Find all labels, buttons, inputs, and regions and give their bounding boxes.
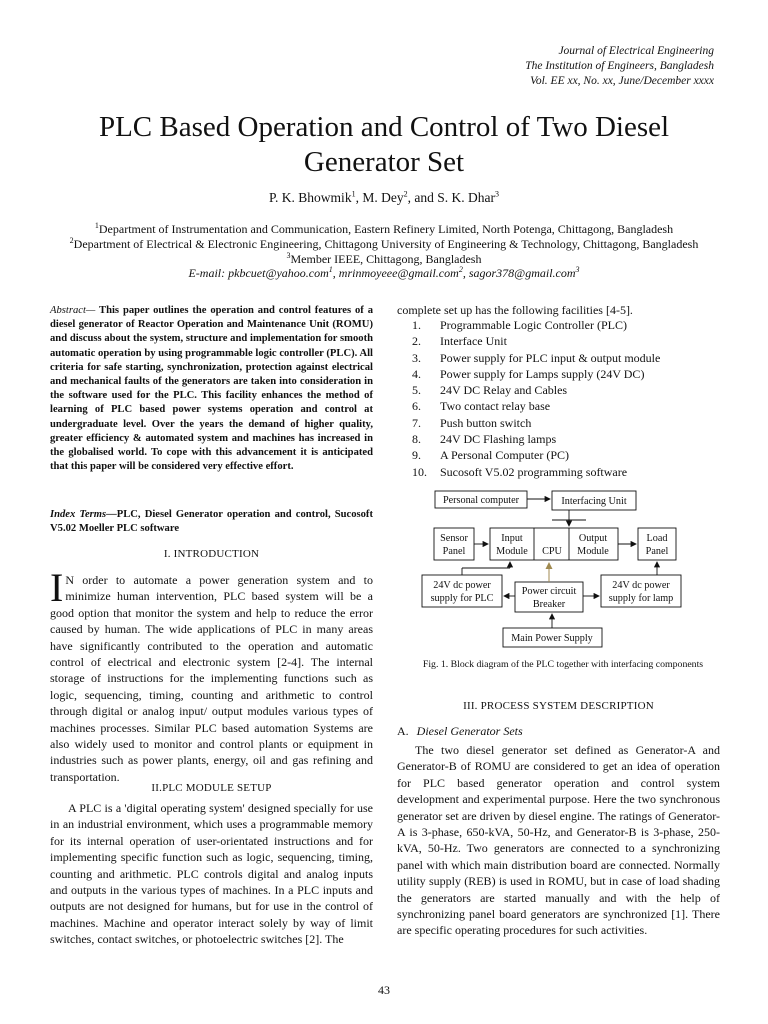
list-item	[412, 366, 712, 382]
abstract-text: This paper outlines the operation and control features of a diesel generator of Reactor Operation and Maintenance Unit (ROMU) and discuss about the system, structure and implementation for smooth automatic operation by using programmable logic controller (PLC). All criteria for safe starting, synchronization, protection against electrical and mechanical faults of the generators are taken into consideration in the software used for the PLC. This facility enhances the method of learning of PLC based power systems operation and control at undergraduate level. Over the years the demand of higher quality, greater efficiency & automated system and machines has increased in the globalised world. To cope with this advancement it is anticipated that this paper will be considered very effective effort.	[50, 305, 373, 473]
list-item-text: Power supply for PLC input & output module	[440, 350, 661, 365]
introduction-text: N order to automate a power generation system and to minimize human intervention, PLC based system will be a good option that monitor the system and help to reduce the error caused by human. The wide applications of PLC in many areas have significantly contributed to the operation and automatic control of electrical and electronic system [2-4]. The internal storage of instructions for the implementing functions such as logic, sequencing, timing, counting and arithmetic to control through digital or analog input/ output modules various types of machines processes. Similar PLC based automation Systems are also widely used to monitor and control plants or equipment in industries such as power plants, energy, oil and gas refining and transportation.	[50, 573, 373, 784]
affiliation-1-sup: 1	[94, 221, 99, 230]
paper-title: PLC Based Operation and Control of Two Diesel Generator Set	[98, 111, 670, 178]
author-1: P. K. Bhowmik	[269, 190, 352, 205]
abstract	[50, 304, 373, 474]
page-number: 43	[378, 983, 390, 997]
diagram-label-input: Input	[501, 533, 523, 544]
list-item	[412, 447, 712, 463]
diesel-generator-body: The two diesel generator set defined as Generator-A and Generator-B of ROMU are considered to get an idea of operation for PLC based generator operation and control system development and experimental purpose. Here the two synchronous generator set are driven by diesel engine. The ratings of Generator-A is 3-phase, 650-kVA, 50-Hz, and Generator-B is 3-phase, 250-kVA, 50-Hz. Two generators are connected to a synchronizing panel with which main distribution board are connected. Normally utility supply (REB) is used in ROMU, but in case of load shading the generators are started manually and with the help of synchronizing panel board generators are synchronized [1]. There are specific operating procedures for such activities.	[397, 743, 720, 938]
affiliation-2-text: Department of Electrical & Electronic Engineering, Chittagong University of Engineering & Technology, Chittagong, Bangladesh	[73, 236, 699, 251]
section-heading-process-system: III. PROCESS SYSTEM DESCRIPTION	[463, 700, 654, 712]
list-item	[412, 317, 712, 333]
list-item-number: 6.	[412, 399, 421, 414]
diagram-label-main-supply: Main Power Supply	[511, 633, 593, 644]
diagram-label-lamp-supply-2: supply for lamp	[608, 593, 674, 604]
list-item-text: 24V DC Flashing lamps	[440, 432, 557, 447]
list-item	[412, 431, 712, 447]
list-item-number: 10.	[412, 464, 427, 479]
drop-cap: I	[50, 565, 64, 610]
email-2-sup: 2	[458, 265, 463, 275]
diagram-label-personal-computer: Personal computer	[442, 495, 520, 506]
plc-setup-continued: complete set up has the following facilities [4-5].	[397, 303, 633, 317]
index-terms-lead: Index Terms	[50, 509, 107, 520]
list-item-number: 1.	[412, 318, 421, 332]
list-item	[412, 415, 712, 431]
introduction-body	[50, 565, 373, 785]
figure-caption: Fig. 1. Block diagram of the PLC together with interfacing components	[422, 659, 704, 670]
author-list	[0, 190, 768, 206]
facilities-list	[412, 317, 712, 480]
list-item-number: 5.	[412, 383, 421, 398]
journal-name: Journal of Electrical Engineering	[558, 45, 714, 57]
list-item-number: 2.	[412, 334, 421, 349]
email-line	[20, 266, 748, 281]
diagram-label-plc-supply: 24V dc power	[433, 580, 491, 591]
index-terms-text: —PLC, Diesel Generator operation and control, Sucosoft V5.02 Moeller PLC software	[50, 509, 373, 535]
abstract-lead: Abstract—	[50, 305, 96, 316]
list-item	[412, 350, 712, 366]
list-item	[412, 382, 712, 398]
journal-volume: Vol. EE xx, No. xx, June/December xxxx	[530, 75, 714, 87]
list-item-text: Programmable Logic Controller (PLC)	[440, 318, 627, 332]
author-1-sup: 1	[351, 189, 356, 199]
diagram-label-sensor: Sensor	[440, 533, 468, 544]
list-item-text: Power supply for Lamps supply (24V DC)	[440, 366, 645, 381]
author-2: , M. Dey	[355, 190, 404, 205]
subsection-label: A.	[397, 724, 409, 738]
list-item-text: Sucosoft V5.02 programming software	[440, 464, 628, 479]
diagram-label-lamp-supply: 24V dc power	[612, 580, 670, 591]
affiliation-1	[20, 222, 748, 237]
diagram-label-sensor-panel: Panel	[442, 546, 466, 557]
list-item-text: A Personal Computer (PC)	[440, 448, 569, 463]
list-item-text: 24V DC Relay and Cables	[440, 383, 568, 398]
diagram-label-input-module: Module	[496, 546, 528, 557]
diagram-label-breaker: Power circuit	[521, 586, 577, 597]
affiliations	[20, 222, 748, 281]
section-heading-introduction: I. INTRODUCTION	[163, 548, 260, 560]
affiliation-3	[20, 252, 748, 267]
email-3: , sagor378@gmail.com	[462, 266, 576, 281]
affiliation-3-sup: 3	[286, 250, 291, 260]
list-item-text: Push button switch	[440, 415, 532, 430]
email-3-sup: 3	[575, 265, 580, 275]
author-3-sup: 3	[494, 189, 499, 199]
section-heading-plc-setup: II.PLC MODULE SETUP	[151, 782, 272, 794]
index-terms	[50, 508, 373, 536]
list-item	[412, 464, 712, 480]
list-item-number: 3.	[412, 350, 421, 365]
diagram-label-plc-supply-2: supply for PLC	[430, 593, 494, 604]
list-item-number: 4.	[412, 366, 421, 381]
diagram-label-load-panel: Panel	[645, 546, 669, 557]
list-item	[412, 398, 712, 414]
list-item-number: 9.	[412, 448, 421, 463]
author-2-sup: 2	[403, 189, 408, 199]
list-item-text: Two contact relay base	[440, 399, 551, 414]
list-item	[412, 333, 712, 349]
affiliation-2-sup: 2	[69, 235, 74, 245]
subsection-heading-diesel	[397, 724, 523, 739]
subsection-title: Diesel Generator Sets	[416, 724, 523, 738]
diagram-label-interfacing-unit: Interfacing Unit	[561, 496, 627, 507]
plc-block-diagram	[418, 486, 708, 654]
affiliation-3-text: Member IEEE, Chittagong, Bangladesh	[290, 251, 482, 266]
list-item-number: 7.	[412, 415, 421, 430]
diagram-label-output: Output	[578, 533, 608, 544]
plc-setup-body: A PLC is a 'digital operating system' designed specially for use in an industrial environment, which uses a programmable memory for its internal operation of user-orientated instructions and for implementing specific function such as logic, sequencing, timing, counting and arithmetic. PLC controls digital and analog inputs and outputs in the various types of machines. In a PLC inputs and outputs are not designed for humans, but for use in the control of machines. Machine and operator interact solely by way of limit switches, contact switches, or photoelectric switches [2]. The	[50, 801, 373, 947]
diagram-label-load: Load	[646, 533, 668, 544]
email-1: E-mail: pkbcuet@yahoo.com	[188, 266, 329, 281]
list-item-text: Interface Unit	[440, 334, 507, 349]
affiliation-2	[20, 237, 748, 252]
affiliation-1-text: Department of Instrumentation and Communication, Eastern Refinery Limited, North Potenga, Chittagong, Bangladesh	[98, 222, 674, 236]
email-2: , mrinmoyeee@gmail.com	[332, 266, 459, 281]
author-3: , and S. K. Dhar	[407, 190, 495, 205]
list-item-number: 8.	[412, 432, 421, 447]
diagram-label-output-module: Module	[577, 546, 609, 557]
journal-publisher: The Institution of Engineers, Bangladesh	[525, 60, 714, 72]
diagram-label-cpu: CPU	[542, 546, 562, 557]
diagram-label-breaker-2: Breaker	[532, 599, 566, 610]
email-1-sup: 1	[328, 265, 333, 275]
journal-header	[525, 44, 714, 89]
